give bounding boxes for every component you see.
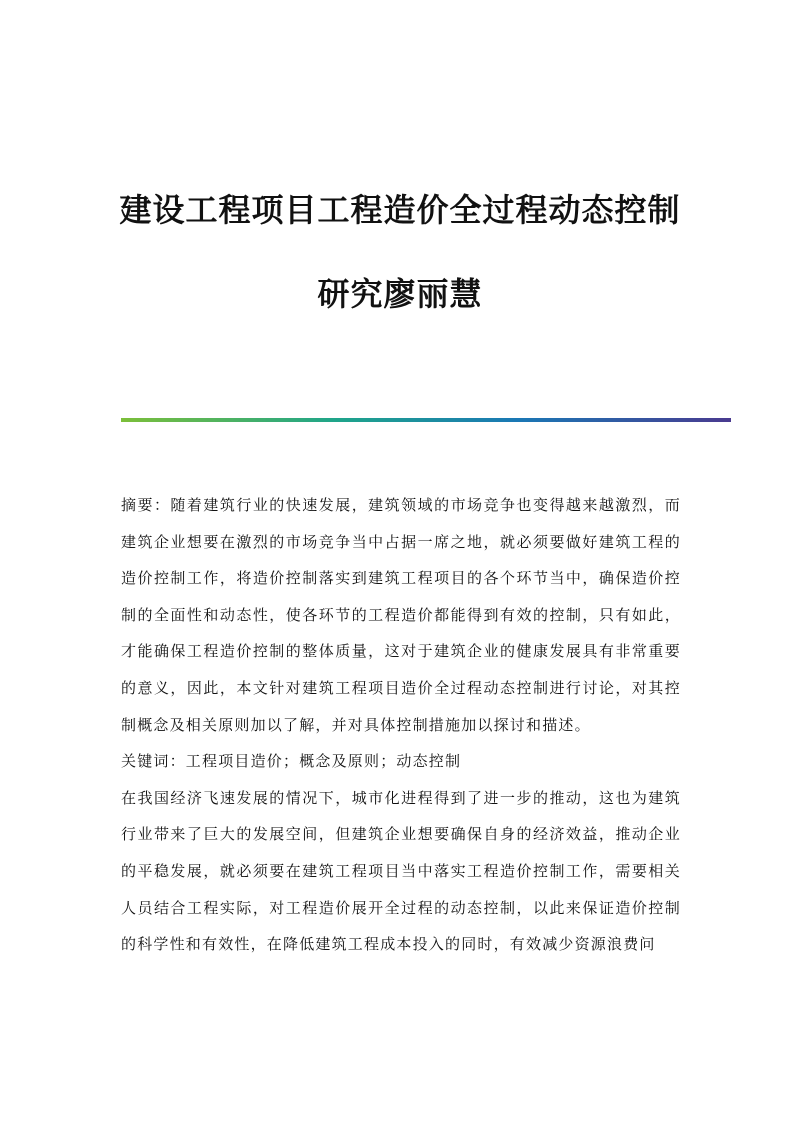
document-author: 研究廖丽慧 <box>317 275 483 313</box>
gradient-divider <box>121 418 731 422</box>
document-title: 建设工程项目工程造价全过程动态控制 <box>119 191 681 229</box>
document-body <box>121 487 681 963</box>
intro-paragraph: 在我国经济飞速发展的情况下，城市化进程得到了进一步的推动，这也为建筑行业带来了巨大的发展空间，但建筑企业想要确保自身的经济效益，推动企业的平稳发展，就必须要在建筑工程项目当中落实工程造价控制工作，需要相关人员结合工程实际，对工程造价展开全过程的动态控制，以此来保证造价控制的科学性和有效性，在降低建筑工程成本投入的同时，有效减少资源浪费问 <box>121 788 681 954</box>
abstract-paragraph: 摘要：随着建筑行业的快速发展，建筑领域的市场竞争也变得越来越激烈，而建筑企业想要在激烈的市场竞争当中占据一席之地，就必须要做好建筑工程的造价控制工作，将造价控制落实到建筑工程项目的各个环节当中，确保造价控制的全面性和动态性，使各环节的工程造价都能得到有效的控制，只有如此，才能确保工程造价控制的整体质量，这对于建筑企业的健康发展具有非常重要的意义，因此，本文针对建筑工程项目造价全过程动态控制进行讨论，对其控制概念及相关原则加以了解，并对具体控制措施加以探讨和描述。 <box>121 496 681 734</box>
keywords-paragraph: 关键词：工程项目造价；概念及原则；动态控制 <box>121 752 462 771</box>
